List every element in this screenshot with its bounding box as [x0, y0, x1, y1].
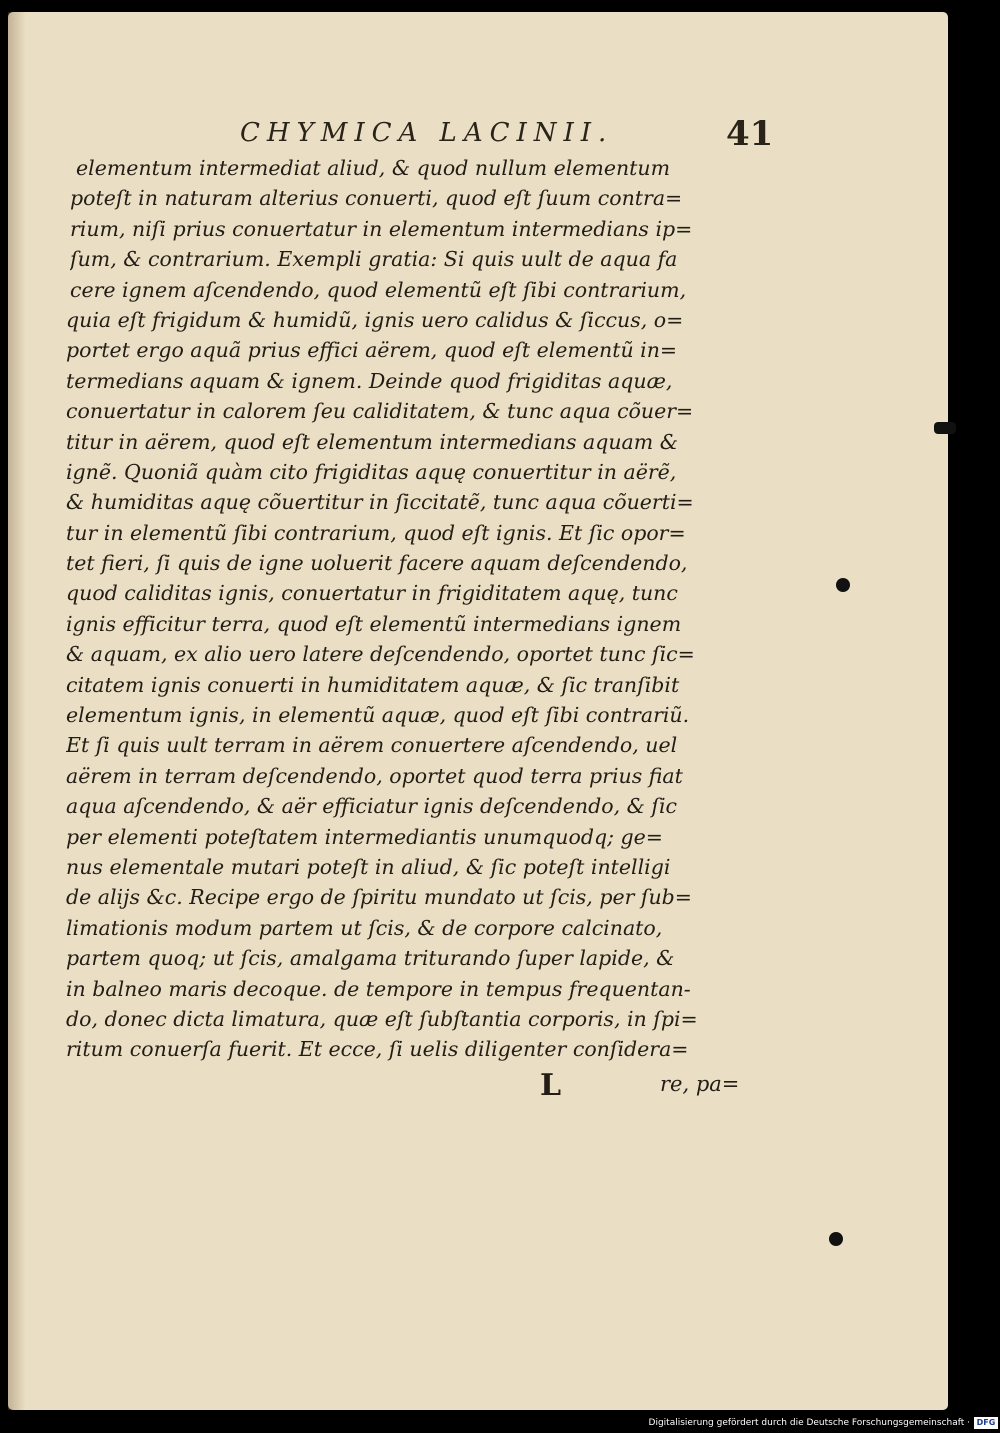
text-line: tur in elementũ ſibi contrarium, quod eſt ignis. Et ſic opor=: [66, 520, 686, 545]
text-line: quia eſt frigidum & humidũ, ignis uero calidus & ſiccus, o=: [66, 307, 684, 332]
text-line: partem quoq; ut ſcis, amalgama triturando ſuper lapide, &: [66, 946, 675, 971]
page-gutter-shadow: [8, 12, 26, 1410]
text-line: elementum ignis, in elementũ aquæ, quod eſt ſibi contrariũ.: [66, 703, 690, 728]
text-line: ignis efficitur terra, quod eſt elementũ intermedians ignem: [66, 611, 682, 636]
text-line: limationis modum partem ut ſcis, & de corpore calcinato,: [66, 915, 663, 940]
signature-mark: L: [540, 1068, 562, 1103]
dfg-logo: DFG: [974, 1417, 998, 1429]
ink-dot-mark: [836, 578, 850, 592]
text-line: elementum intermediat aliud, & quod nullum elementum: [76, 156, 671, 180]
footer-credit-text: Digitalisierung gefördert durch die Deutsche Forschungsgemeinschaft ·: [648, 1418, 970, 1428]
text-line: aqua aſcendendo, & aër efficiatur ignis deſcendendo, & ſic: [66, 794, 678, 819]
text-line: aërem in terram deſcendendo, oportet quod terra prius fiat: [66, 763, 683, 788]
catchword: re, pa=: [660, 1072, 740, 1096]
text-line: tet fieri, ſi quis de igne uoluerit facere aquam deſcendendo,: [66, 551, 688, 576]
text-line: do, donec dicta limatura, quæ eſt ſubſtantia corporis, in ſpi=: [66, 1006, 698, 1031]
text-line: Et ſi quis uult terram in aërem conuertere aſcendendo, uel: [66, 733, 678, 758]
text-line: in balneo maris decoque. de tempore in tempus frequentan-: [66, 976, 691, 1001]
text-line: & aquam, ex alio uero latere deſcendendo, oportet tunc ſic=: [66, 642, 695, 667]
text-line: per elementi poteſtatem intermediantis unumquodq; ge=: [66, 824, 663, 849]
text-line: rium, niſi prius conuertatur in elementum intermedians ip=: [70, 216, 693, 241]
text-line: ſum, & contrarium. Exempli gratia: Si quis uult de aqua fa: [70, 247, 678, 272]
text-line: termedians aquam & ignem. Deinde quod frigiditas aquæ,: [66, 368, 673, 393]
text-line: & humiditas aquę cõuertitur in ſiccitatẽ, tunc aqua cõuerti=: [66, 490, 694, 515]
digitization-footer: [606, 1414, 998, 1432]
text-line: conuertatur in calorem ſeu caliditatem, & tunc aqua cõuer=: [66, 399, 694, 424]
text-line: ritum conuerſa fuerit. Et ecce, ſi uelis diligenter conſidera=: [66, 1037, 689, 1062]
body-text: [64, 153, 764, 1065]
text-line: titur in aërem, quod eſt elementum intermedians aquam &: [66, 429, 678, 454]
running-head: CHYMICA LACINII.: [240, 118, 614, 148]
text-line: poteſt in naturam alterius conuerti, quod eſt ſuum contra=: [70, 186, 683, 211]
ink-dot-mark: [829, 1232, 843, 1246]
text-line: quod caliditas ignis, conuertatur in frigiditatem aquę, tunc: [66, 581, 678, 606]
text-line: de alijs &c. Recipe ergo de ſpiritu mundato ut ſcis, per ſub=: [66, 885, 692, 910]
folio-number: 41: [726, 114, 774, 154]
text-line: portet ergo aquã prius effici aërem, quod eſt elementũ in=: [66, 338, 678, 363]
text-line: ignẽ. Quoniã quàm cito frigiditas aquę conuertitur in aërẽ,: [66, 459, 677, 484]
text-line: nus elementale mutari poteſt in aliud, & ſic poteſt intelligi: [66, 854, 671, 879]
text-line: citatem ignis conuerti in humiditatem aquæ, & ſic tranſibit: [66, 672, 680, 697]
page-tab-mark: [934, 422, 956, 434]
text-line: cere ignem aſcendendo, quod elementũ eſt ſibi contrarium,: [70, 277, 687, 302]
